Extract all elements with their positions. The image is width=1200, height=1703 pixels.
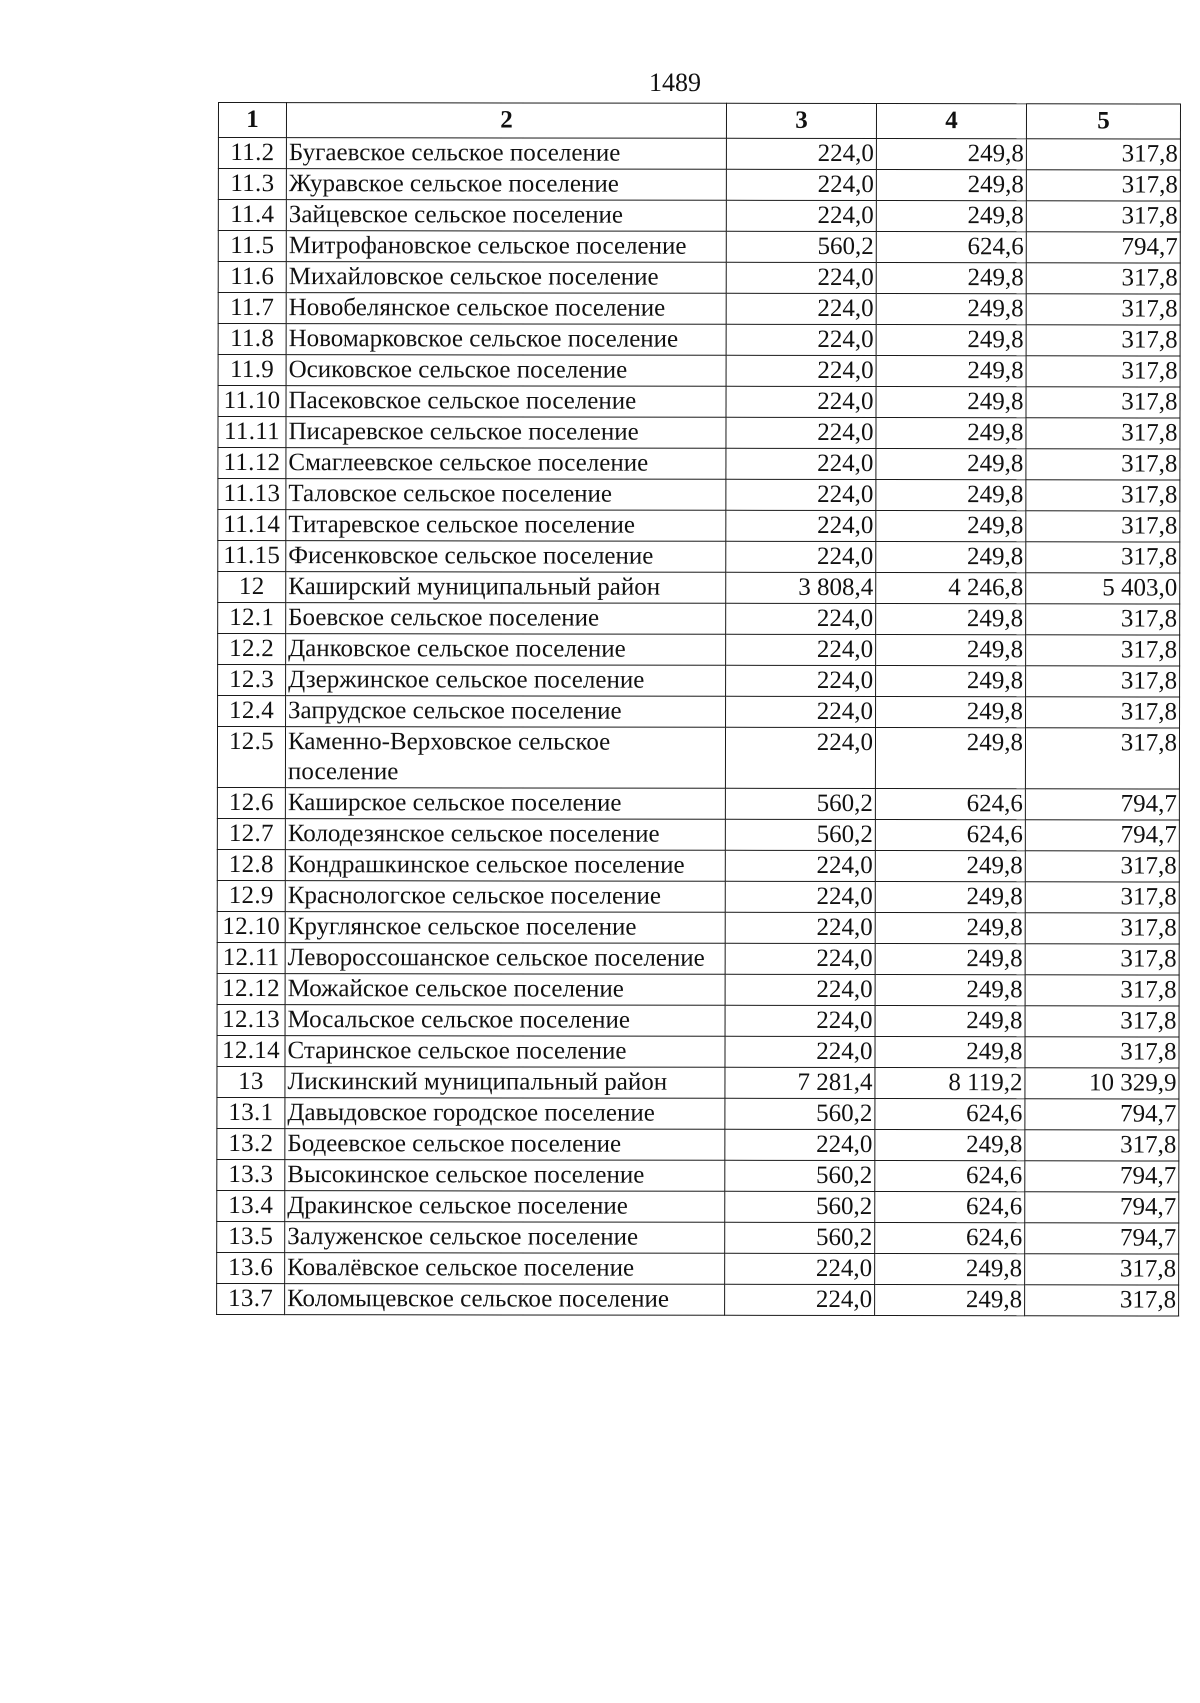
table-row [218,696,1180,729]
settlement-name-cell: Мосальское сельское поселение [285,1005,725,1037]
settlement-name-cell: Можайское сельское поселение [285,974,725,1006]
table-row [218,634,1180,667]
row-number-cell: 11.2 [218,138,286,169]
value-col-3-cell: 7 281,4 [725,1067,875,1098]
value-col-4-cell: 249,8 [875,1037,1025,1068]
value-col-3-cell: 560,2 [725,1222,875,1253]
table-row [217,849,1179,882]
table-row [217,1159,1179,1192]
value-col-4-cell: 249,8 [876,480,1026,511]
value-col-3-cell: 224,0 [726,479,876,510]
value-col-3-cell: 224,0 [725,881,875,912]
value-col-4-cell: 249,8 [875,1285,1025,1316]
data-table [216,102,1181,1317]
table-row [217,1097,1179,1130]
settlement-name-cell: Запрудское сельское поселение [286,696,726,728]
value-col-4-cell: 249,8 [876,325,1026,356]
value-col-3-cell: 224,0 [726,603,876,634]
value-col-3-cell: 224,0 [725,1284,875,1315]
table-row [217,1190,1179,1223]
table-row [217,1252,1179,1285]
row-number-cell: 12.2 [218,634,286,665]
settlement-name-cell: Краснологское сельское поселение [285,881,725,913]
value-col-3-cell: 560,2 [726,231,876,262]
value-col-4-cell: 249,8 [875,851,1025,882]
value-col-4-cell: 249,8 [875,975,1025,1006]
settlement-name-cell: Смаглеевское сельское поселение [286,448,726,480]
settlement-name-cell: Зайцевское сельское поселение [286,200,726,232]
value-col-4-cell: 249,8 [875,1130,1025,1161]
table-row [217,1283,1179,1316]
row-number-cell: 12.3 [218,665,286,696]
row-number-cell: 13.6 [217,1252,285,1283]
table-row [218,541,1180,574]
value-col-4-cell: 249,8 [876,635,1026,666]
table-row [218,293,1180,326]
value-col-4-cell: 249,8 [875,913,1025,944]
table-row [218,386,1180,419]
row-number-cell: 11.15 [218,541,286,572]
settlement-name-cell: Дзержинское сельское поселение [286,665,726,697]
value-col-5-cell: 317,8 [1026,325,1180,356]
settlement-name-cell: Бугаевское сельское поселение [286,138,726,170]
value-col-3-cell: 224,0 [726,293,876,324]
value-col-5-cell: 317,8 [1026,201,1180,232]
value-col-5-cell: 317,8 [1026,480,1180,511]
table-row [218,324,1180,357]
table-row [218,200,1180,233]
row-number-cell: 11.6 [218,262,286,293]
value-col-3-cell: 224,0 [726,510,876,541]
settlement-name-cell: Колодезянское сельское поселение [285,819,725,851]
table-row [218,479,1180,512]
value-col-5-cell: 317,8 [1025,728,1179,789]
row-number-cell: 12.8 [217,849,285,880]
header-row [218,103,1180,140]
value-col-3-cell: 224,0 [725,974,875,1005]
row-number-cell: 13.1 [217,1097,285,1128]
row-number-cell: 13.2 [217,1128,285,1159]
row-number-cell: 11.11 [218,417,286,448]
settlement-name-cell: Левороссошанское сельское поселение [285,943,725,975]
table-row [217,911,1179,944]
settlement-name-cell: Бодеевское сельское поселение [285,1129,725,1161]
value-col-3-cell: 560,2 [725,788,875,819]
value-col-4-cell: 8 119,2 [875,1068,1025,1099]
value-col-3-cell: 560,2 [725,1191,875,1222]
value-col-5-cell: 794,7 [1025,820,1179,851]
row-number-cell: 11.7 [218,293,286,324]
row-number-cell: 12.10 [217,911,285,942]
settlement-name-cell: Круглянское сельское поселение [285,912,725,944]
row-number-cell: 11.13 [218,479,286,510]
table-row [217,880,1179,913]
settlement-name-cell: Таловское сельское поселение [286,479,726,511]
value-col-5-cell: 317,8 [1025,975,1179,1006]
value-col-5-cell: 794,7 [1025,1099,1179,1130]
page-number: 1489 [649,68,701,97]
row-number-cell: 13.3 [217,1159,285,1190]
value-col-4-cell: 249,8 [875,1254,1025,1285]
table-header [218,103,1180,140]
row-number-cell: 13 [217,1066,285,1097]
settlement-name-cell: Коломыцевское сельское поселение [285,1284,725,1316]
table-row [217,1035,1179,1068]
value-col-5-cell: 5 403,0 [1026,573,1180,604]
settlement-name-cell: Ковалёвское сельское поселение [285,1253,725,1285]
value-col-5-cell: 317,8 [1025,1006,1179,1037]
row-number-cell: 13.5 [217,1221,285,1252]
settlement-name-cell: Каширское сельское поселение [285,788,725,820]
settlement-name-cell: Залуженское сельское поселение [285,1222,725,1254]
row-number-cell: 12.14 [217,1035,285,1066]
settlement-name-cell: Фисенковское сельское поселение [286,541,726,573]
value-col-4-cell: 249,8 [876,387,1026,418]
value-col-4-cell: 249,8 [876,604,1026,635]
value-col-4-cell: 249,8 [876,511,1026,542]
row-number-cell: 11.4 [218,200,286,231]
table-row [218,169,1180,202]
row-number-cell: 12.4 [218,696,286,727]
table-row [218,138,1180,171]
value-col-5-cell: 317,8 [1026,139,1180,170]
value-col-3-cell: 224,0 [725,912,875,943]
value-col-5-cell: 317,8 [1026,263,1180,294]
table-body [217,138,1181,1317]
header-col-2: 2 [286,103,726,139]
value-col-4-cell: 624,6 [875,820,1025,851]
value-col-3-cell: 224,0 [725,1005,875,1036]
value-col-5-cell: 317,8 [1026,666,1180,697]
value-col-3-cell: 224,0 [726,665,876,696]
header-col-4: 4 [876,104,1026,139]
row-number-cell: 11.3 [218,169,286,200]
value-col-3-cell: 224,0 [726,448,876,479]
settlement-name-cell: Михайловское сельское поселение [286,262,726,294]
value-col-5-cell: 794,7 [1025,1223,1179,1254]
value-col-4-cell: 249,8 [876,418,1026,449]
value-col-5-cell: 794,7 [1026,232,1180,263]
header-col-1: 1 [218,103,286,138]
value-col-4-cell: 249,8 [875,882,1025,913]
settlement-name-cell: Давыдовское городское поселение [285,1098,725,1130]
settlement-name-cell: Боевское сельское поселение [286,603,726,635]
table-row [218,417,1180,450]
value-col-5-cell: 794,7 [1025,789,1179,820]
value-col-3-cell: 224,0 [726,169,876,200]
settlement-name-cell: Дракинское сельское поселение [285,1191,725,1223]
value-col-4-cell: 249,8 [876,542,1026,573]
row-number-cell: 11.8 [218,324,286,355]
value-col-5-cell: 317,8 [1026,635,1180,666]
settlement-name-cell: Каменно-Верховское сельское поселение [285,727,725,789]
row-number-cell: 12.9 [217,880,285,911]
row-number-cell: 12.12 [217,973,285,1004]
value-col-5-cell: 317,8 [1026,356,1180,387]
value-col-5-cell: 794,7 [1025,1161,1179,1192]
value-col-5-cell: 794,7 [1025,1192,1179,1223]
settlement-name-cell: Лискинский муниципальный район [285,1067,725,1099]
value-col-3-cell: 224,0 [726,138,876,169]
value-col-5-cell: 317,8 [1026,294,1180,325]
table-row [217,727,1179,790]
value-col-4-cell: 249,8 [876,697,1026,728]
row-number-cell: 13.4 [217,1190,285,1221]
row-number-cell: 11.10 [218,386,286,417]
settlement-name-cell: Высокинское сельское поселение [285,1160,725,1192]
value-col-4-cell: 249,8 [875,728,1025,789]
settlement-name-cell: Новомарковское сельское поселение [286,324,726,356]
value-col-3-cell: 560,2 [725,819,875,850]
settlement-name-cell: Пасековское сельское поселение [286,386,726,418]
row-number-cell: 12.5 [217,727,285,788]
row-number-cell: 12.13 [217,1004,285,1035]
settlement-name-cell: Новобелянское сельское поселение [286,293,726,325]
table-row [217,787,1179,820]
value-col-4-cell: 624,6 [875,1099,1025,1130]
value-col-5-cell: 317,8 [1025,1130,1179,1161]
table-row [218,231,1180,264]
value-col-5-cell: 317,8 [1026,542,1180,573]
table-row [217,1128,1179,1161]
row-number-cell: 11.9 [218,355,286,386]
value-col-3-cell: 560,2 [725,1160,875,1191]
value-col-3-cell: 224,0 [725,727,875,788]
row-number-cell: 12.1 [218,603,286,634]
table-container [216,102,1181,1317]
value-col-4-cell: 249,8 [876,449,1026,480]
table-row [217,818,1179,851]
row-number-cell: 12.7 [217,818,285,849]
value-col-5-cell: 317,8 [1026,511,1180,542]
settlement-name-cell: Старинское сельское поселение [285,1036,725,1068]
value-col-4-cell: 4 246,8 [876,573,1026,604]
value-col-5-cell: 317,8 [1025,944,1179,975]
value-col-5-cell: 317,8 [1026,387,1180,418]
value-col-4-cell: 249,8 [876,139,1026,170]
value-col-3-cell: 224,0 [725,943,875,974]
table-row [217,973,1179,1006]
value-col-3-cell: 224,0 [726,541,876,572]
settlement-name-cell: Осиковское сельское поселение [286,355,726,387]
table-row [217,942,1179,975]
table-row [217,1066,1179,1099]
table-row [218,665,1180,698]
value-col-3-cell: 224,0 [725,1129,875,1160]
value-col-5-cell: 10 329,9 [1025,1068,1179,1099]
table-row [217,1004,1179,1037]
settlement-name-cell: Писаревское сельское поселение [286,417,726,449]
value-col-4-cell: 249,8 [876,201,1026,232]
value-col-4-cell: 249,8 [876,356,1026,387]
row-number-cell: 11.12 [218,448,286,479]
settlement-name-cell: Данковское сельское поселение [286,634,726,666]
header-col-5: 5 [1026,104,1180,139]
value-col-5-cell: 317,8 [1025,882,1179,913]
value-col-3-cell: 224,0 [726,324,876,355]
value-col-4-cell: 624,6 [875,1192,1025,1223]
row-number-cell: 11.14 [218,510,286,541]
settlement-name-cell: Митрофановское сельское поселение [286,231,726,263]
value-col-4-cell: 624,6 [875,1223,1025,1254]
row-number-cell: 11.5 [218,231,286,262]
value-col-5-cell: 317,8 [1026,697,1180,728]
value-col-4-cell: 249,8 [875,1006,1025,1037]
row-number-cell: 13.7 [217,1283,285,1314]
table-row [217,1221,1179,1254]
value-col-3-cell: 224,0 [726,386,876,417]
value-col-5-cell: 317,8 [1026,418,1180,449]
value-col-5-cell: 317,8 [1026,604,1180,635]
settlement-name-cell: Титаревское сельское поселение [286,510,726,542]
table-row [218,355,1180,388]
value-col-3-cell: 224,0 [725,850,875,881]
value-col-3-cell: 224,0 [726,262,876,293]
table-row [218,603,1180,636]
value-col-4-cell: 249,8 [876,294,1026,325]
value-col-4-cell: 624,6 [876,232,1026,263]
value-col-3-cell: 224,0 [726,634,876,665]
header-col-3: 3 [726,103,876,138]
value-col-5-cell: 317,8 [1025,1285,1179,1316]
row-number-cell: 12.6 [217,787,285,818]
value-col-4-cell: 249,8 [875,944,1025,975]
table-row [218,448,1180,481]
value-col-5-cell: 317,8 [1025,1037,1179,1068]
value-col-3-cell: 224,0 [726,696,876,727]
value-col-3-cell: 224,0 [726,417,876,448]
table-row [218,510,1180,543]
settlement-name-cell: Каширский муниципальный район [286,572,726,604]
settlement-name-cell: Журавское сельское поселение [286,169,726,201]
value-col-3-cell: 224,0 [725,1036,875,1067]
value-col-3-cell: 224,0 [725,1253,875,1284]
table-row [218,262,1180,295]
value-col-3-cell: 3 808,4 [726,572,876,603]
row-number-cell: 12.11 [217,942,285,973]
row-number-cell: 12 [218,572,286,603]
value-col-4-cell: 249,8 [876,666,1026,697]
value-col-5-cell: 317,8 [1025,1254,1179,1285]
value-col-3-cell: 224,0 [726,200,876,231]
table-row [218,572,1180,605]
value-col-4-cell: 249,8 [876,263,1026,294]
value-col-4-cell: 624,6 [875,1161,1025,1192]
value-col-3-cell: 560,2 [725,1098,875,1129]
settlement-name-cell: Кондрашкинское сельское поселение [285,850,725,882]
value-col-5-cell: 317,8 [1026,170,1180,201]
value-col-5-cell: 317,8 [1025,913,1179,944]
value-col-3-cell: 224,0 [726,355,876,386]
value-col-4-cell: 624,6 [875,789,1025,820]
value-col-5-cell: 317,8 [1026,449,1180,480]
value-col-4-cell: 249,8 [876,170,1026,201]
value-col-5-cell: 317,8 [1025,851,1179,882]
